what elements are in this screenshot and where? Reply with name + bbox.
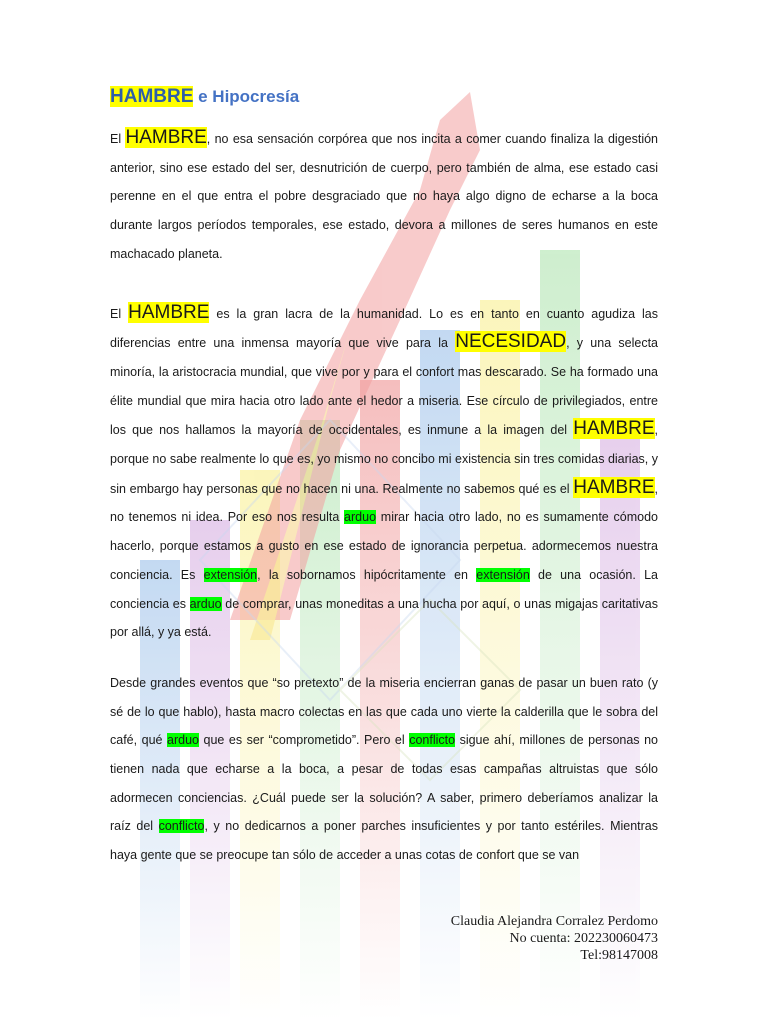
document-body: [110, 84, 658, 870]
highlight-keyword-yellow: HAMBRE: [128, 301, 210, 323]
highlight-keyword-yellow: HAMBRE: [573, 476, 655, 498]
highlight-keyword-yellow: HAMBRE: [125, 127, 207, 148]
signature-phone: Tel:98147008: [580, 948, 658, 963]
highlight-keyword-green: conflicto: [409, 733, 456, 748]
highlight-keyword-green: extensión: [203, 567, 258, 582]
paragraph-3: Desde grandes eventos que “so pretexto” de la miseria encierran ganas de pasar un buen rato (y sé de lo que hablo), hasta macro colectas en las que cada uno vierte la calderilla que le sobra del café, qué arduo que es ser “comprometido”. Pero el conflicto sigue ahí, millones de personas no tienen nada que echarse a la boca, a pesar de todas esas campañas altruistas que sólo adormecen conciencias. ¿Cuál puede ser la solución? A saber, primero deberíamos analizar la raíz del conflicto, y no dedicarnos a poner parches insuficientes y por tanto estériles. Mientras haya gente que se preocupe tan sólo de acceder a unas cotas de confort que se van: [110, 675, 658, 863]
document-title: [110, 84, 658, 110]
highlight-keyword-green: arduo: [167, 733, 199, 748]
signature-name: Claudia Alejandra Corralez Perdomo: [450, 914, 658, 929]
title-highlight: HAMBRE: [110, 86, 194, 107]
signature-account: No cuenta: 202230060473: [509, 931, 658, 946]
paragraph-2: El HAMBRE es la gran lacra de la humanidad. Lo es en tanto en cuanto agudiza las diferencias entre una inmensa mayoría que vive para la NECESIDAD, y una selecta minoría, la aristocracia mundial, que vive por y para el confort mas descarado. Se ha formado una élite mundial que mira hacia otro lado ante el hedor a miseria. Ese círculo de privilegiados, entre los que nos hallamos la mayoría de occidentales, es inmune a la imagen del HAMBRE, porque no sabe realmente lo que es, yo mismo no concibo mi existencia sin tres comidas diarias, y sin embargo hay personas que no hacen ni una. Realmente no sabemos qué es el HAMBRE, no tenemos ni idea. Por eso nos resulta arduo mirar hacia otro lado, no es sumamente cómodo hacerlo, porque estamos a gusto en ese estado de ignorancia perpetua. adormecemos nuestra conciencia. Es extensión, la sobornamos hipócritamente en extensión de una ocasión. La conciencia es arduo de comprar, unas moneditas a una hucha por aquí, o unas migajas caritativas por allá, y ya está.: [110, 301, 658, 640]
title-rest: e Hipocresía: [193, 87, 300, 106]
highlight-keyword-yellow: HAMBRE: [573, 418, 655, 440]
highlight-keyword-green: extensión: [476, 567, 530, 582]
highlight-keyword-yellow: NECESIDAD: [455, 331, 567, 353]
highlight-keyword-green: arduo: [189, 596, 222, 611]
signature-block: [451, 913, 658, 964]
highlight-keyword-green: conflicto: [158, 819, 205, 834]
paragraph-1: El HAMBRE, no esa sensación corpórea que nos incita a comer cuando finaliza la digestión anterior, sino ese estado del ser, desnutrición de cuerpo, pero también de alma, ese estado casi perenne en el que entra el pobre desgraciado que no haya algo digno de echarse a la boca durante largos períodos temporales, ese estado, devora a millones de seres humanos en este machacado planeta.: [110, 127, 658, 261]
highlight-keyword-green: arduo: [344, 510, 377, 525]
